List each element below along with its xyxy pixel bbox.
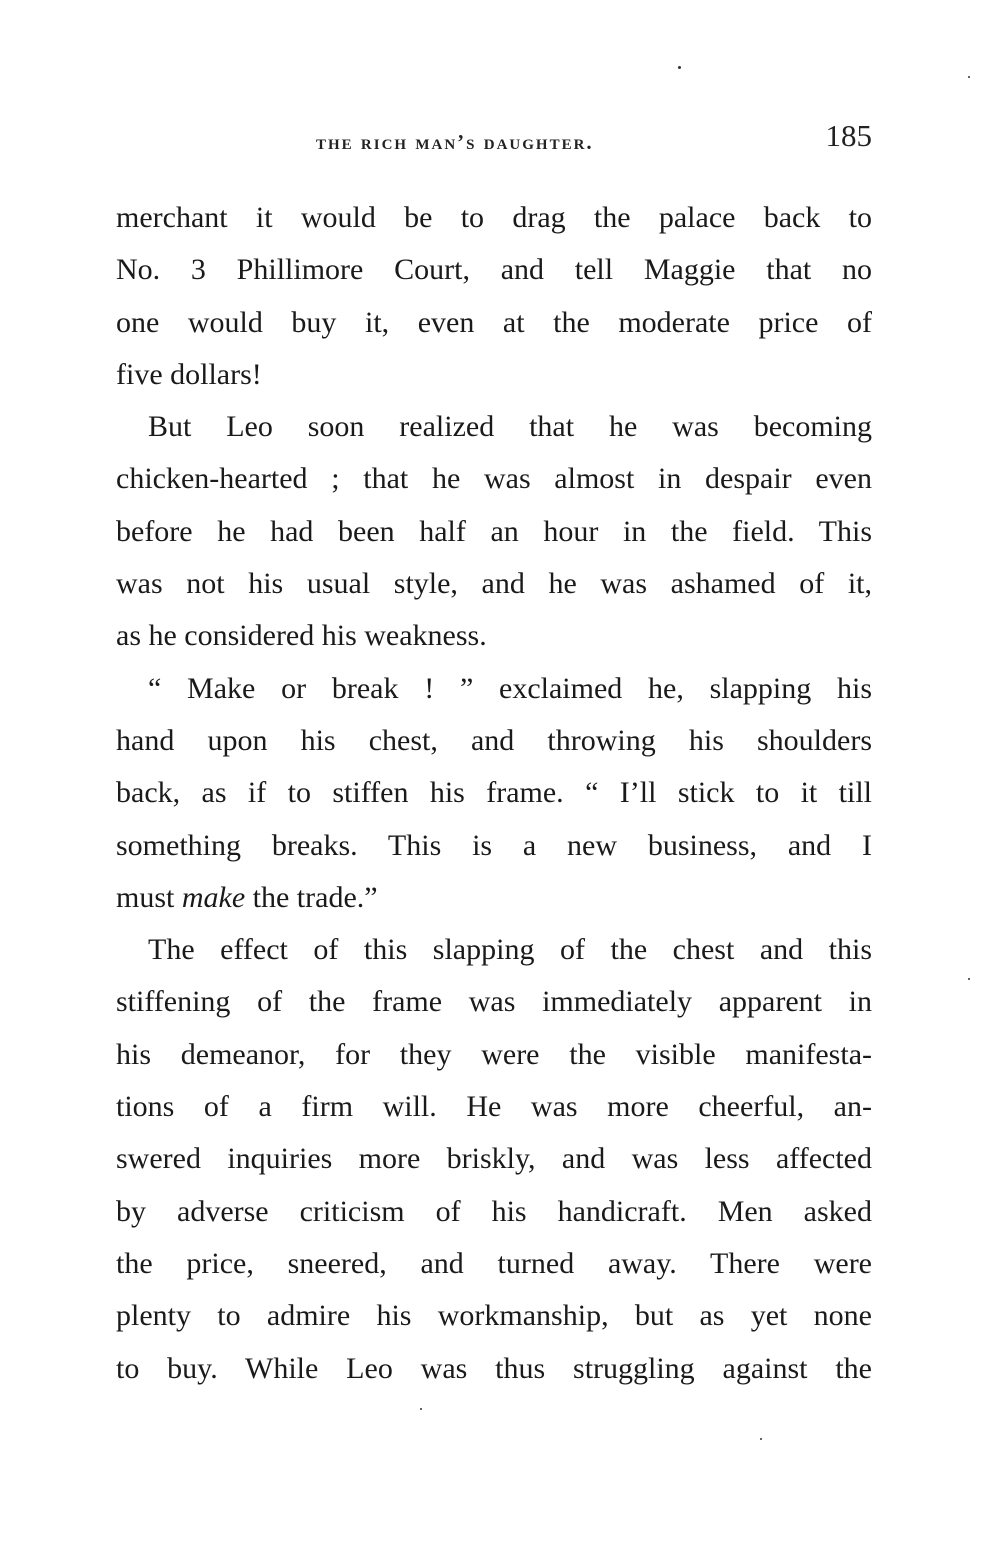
text-line: by adverse criticism of his handicraft. Men asked: [116, 1194, 872, 1228]
text-line: his demeanor, for they were the visible manifesta-: [116, 1037, 872, 1071]
text-line: swered inquiries more briskly, and was less affected: [116, 1142, 872, 1176]
scan-speck: [968, 978, 970, 980]
scan-speck: [420, 1408, 422, 1410]
text-line: before he had been half an hour in the field. This: [116, 514, 872, 548]
text-line: was not his usual style, and he was ashamed of it,: [116, 567, 872, 601]
text-fragment: must: [116, 880, 182, 914]
body-text: [116, 192, 872, 1395]
text-line: [116, 872, 872, 924]
text-line: tions of a firm will. He was more cheerful, an-: [116, 1090, 872, 1124]
text-fragment: the trade.”: [245, 880, 378, 914]
page-number: 185: [825, 118, 872, 153]
text-line: one would buy it, even at the moderate price of: [116, 305, 872, 339]
text-line: the price, sneered, and turned away. There were: [116, 1246, 872, 1280]
text-line: to buy. While Leo was thus struggling against the: [116, 1351, 872, 1385]
scan-speck: [760, 1438, 762, 1440]
running-title: the rich man’s daughter.: [316, 130, 594, 154]
text-line: merchant it would be to drag the palace back to: [116, 201, 872, 234]
text-line: plenty to admire his workmanship, but as yet none: [116, 1299, 872, 1333]
scan-speck: [968, 76, 970, 78]
italic-word: make: [181, 880, 246, 914]
text-line: as he considered his weakness.: [116, 619, 487, 653]
text-line: hand upon his chest, and throwing his shoulders: [116, 723, 872, 757]
text-line: “ Make or break ! ” exclaimed he, slapping his: [148, 671, 872, 705]
text-line: chicken-hearted ; that he was almost in despair even: [116, 462, 872, 496]
running-head: [116, 118, 872, 162]
text-line: something breaks. This is a new business, and I: [116, 828, 872, 862]
text-line: The effect of this slapping of the chest and this: [148, 933, 872, 967]
scan-speck: [678, 66, 681, 69]
text-line: stiffening of the frame was immediately apparent in: [116, 985, 872, 1019]
text-line: No. 3 Phillimore Court, and tell Maggie that no: [116, 253, 872, 287]
text-line: back, as if to stiffen his frame. “ I’ll stick to it till: [116, 776, 872, 810]
text-line: five dollars!: [116, 357, 262, 391]
text-line: But Leo soon realized that he was becoming: [148, 410, 872, 444]
